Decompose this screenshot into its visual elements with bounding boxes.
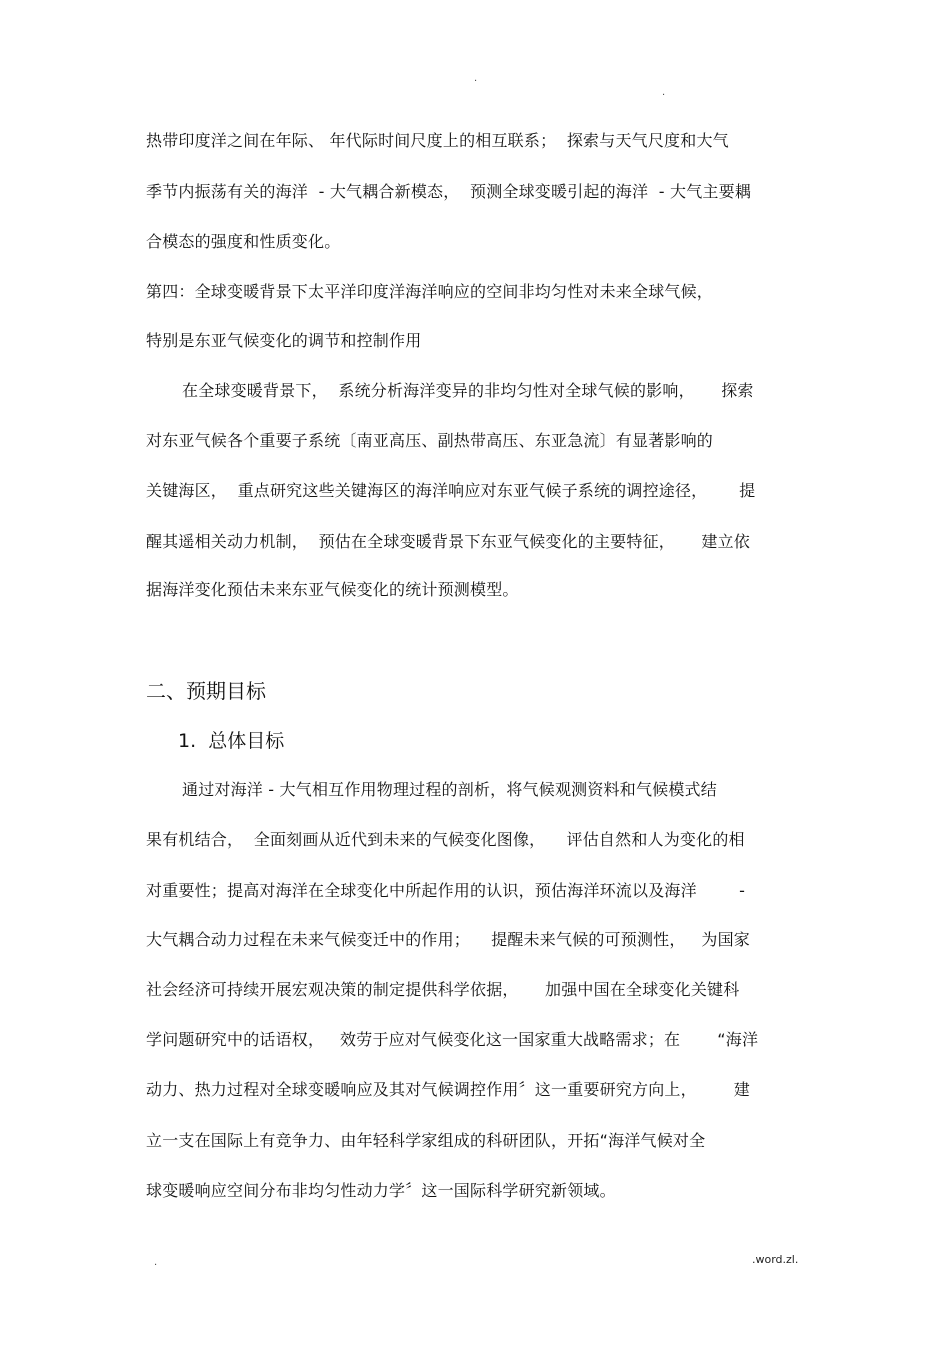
goal-body-line-5: 社会经济可持续开展宏观决策的制定提供科学依据， 加强中国在全球变化关键科 [146, 980, 740, 999]
section-four-body-line-5: 据海洋变化预估未来东亚气候变化的统计预测模型。 [146, 580, 519, 599]
goal-body-line-6: 学问题研究中的话语权， 效劳于应对气候变化这一国家重大战略需求；在 “海洋 [146, 1030, 759, 1049]
goal-body-line-3: 对重要性；提高对海洋在全球变化中所起作用的认识，预估海洋环流以及海洋 - [146, 881, 746, 900]
section-four-title-line-1: 第四：全球变暖背景下太平洋印度洋海洋响应的空间非均匀性对未来全球气候， [146, 282, 714, 301]
paragraph-1-line-1: 热带印度洋之间在年际、 年代际时间尺度上的相互联系； 探索与天气尺度和大气 [146, 131, 729, 150]
goal-body-line-7: 动力、热力过程对全球变暖响应及其对气候调控作用〞这一重要研究方向上， 建 [146, 1080, 751, 1099]
header-dot-left: . [474, 73, 478, 84]
section-four-body-line-3: 关键海区， 重点研究这些关键海区的海洋响应对东亚气候子系统的调控途径， 提 [146, 481, 756, 500]
paragraph-1-line-2: 季节内振荡有关的海洋 - 大气耦合新模态， 预测全球变暖引起的海洋 - 大气主要耦 [146, 182, 752, 201]
goal-body-line-9: 球变暖响应空间分布非均匀性动力学〞这一国际科学研究新领域。 [146, 1181, 616, 1200]
goal-body-line-8: 立一支在国际上有竞争力、由年轻科学家组成的科研团队，开拓“海洋气候对全 [146, 1131, 706, 1150]
paragraph-1-line-3: 合模态的强度和性质变化。 [146, 232, 341, 251]
goal-body-line-1: 通过对海洋 - 大气相互作用物理过程的剖析，将气候观测资料和气候模式结 [182, 780, 717, 799]
section-four-title-line-2: 特别是东亚气候变化的调节和控制作用 [146, 331, 422, 350]
goal-body-line-4: 大气耦合动力过程在未来气候变迁中的作用； 提醒未来气候的可预测性， 为国家 [146, 930, 751, 949]
goal-body-line-2: 果有机结合， 全面刻画从近代到未来的气候变化图像， 评估自然和人为变化的相 [146, 830, 745, 849]
section-four-body-line-4: 醒其遥相关动力机制， 预估在全球变暖背景下东亚气候变化的主要特征， 建立依 [146, 532, 751, 551]
subsection-heading: 1. 总体目标 [178, 730, 285, 752]
footer-dot-left: . [154, 1257, 158, 1268]
header-dot-right: . [662, 87, 666, 98]
section-four-body-line-1: 在全球变暖背景下， 系统分析海洋变异的非均匀性对全球气候的影响， 探索 [182, 381, 754, 400]
section-heading: 二、预期目标 [146, 679, 266, 703]
section-four-body-line-2: 对东亚气候各个重要子系统〔南亚高压、副热带高压、东亚急流〕有显著影响的 [146, 431, 714, 450]
footer-site-label: .word.zl. [752, 1253, 799, 1266]
